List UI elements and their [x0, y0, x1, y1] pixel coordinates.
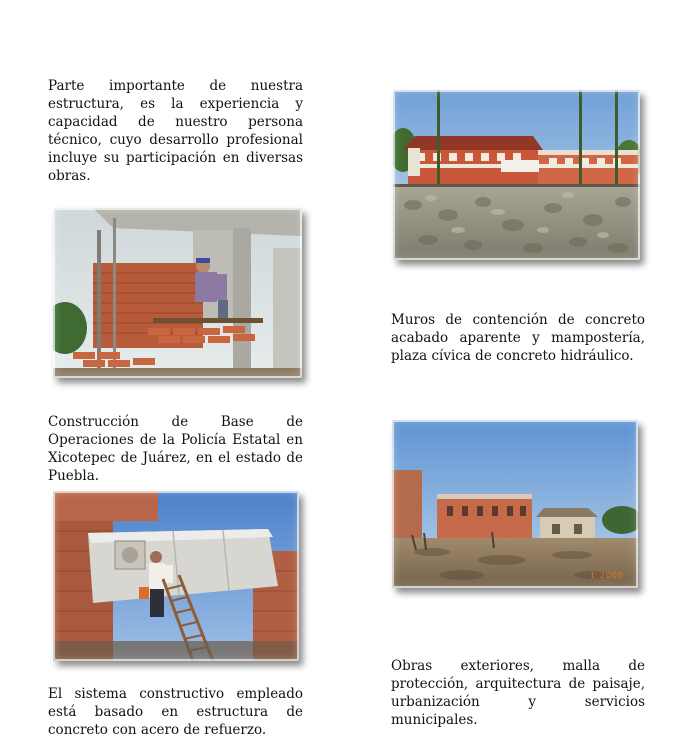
site-photo-icon — [392, 420, 638, 588]
date-stamp: 1 2005 — [590, 571, 624, 580]
retaining-wall-photo — [393, 90, 640, 260]
building-photo-icon — [393, 90, 640, 260]
panel-worker-photo — [53, 491, 299, 661]
worker-photo-icon — [53, 208, 302, 378]
brick-worker-photo — [53, 208, 302, 378]
ladder-photo-icon — [53, 491, 299, 661]
sistema-caption: El sistema constructivo empleado está basado en estructura de concreto con acero de refuerzo. — [48, 686, 303, 738]
intro-paragraph: Parte importante de nuestra estructura, es la experiencia y capacidad de nuestro persona técnico, cuyo desarrollo profesional incluye su participación en diversas obras. — [48, 78, 303, 184]
obras-caption: Obras exteriores, malla de protección, arquitectura de paisaje, urbanización y servicios municipales. — [391, 658, 645, 728]
site-overview-photo — [392, 420, 638, 588]
construccion-caption: Construcción de Base de Operaciones de la Policía Estatal en Xicotepec de Juárez, en el estado de Puebla. — [48, 414, 303, 484]
muros-caption: Muros de contención de concreto acabado aparente y mampostería, plaza cívica de concreto hidráulico. — [391, 312, 645, 364]
